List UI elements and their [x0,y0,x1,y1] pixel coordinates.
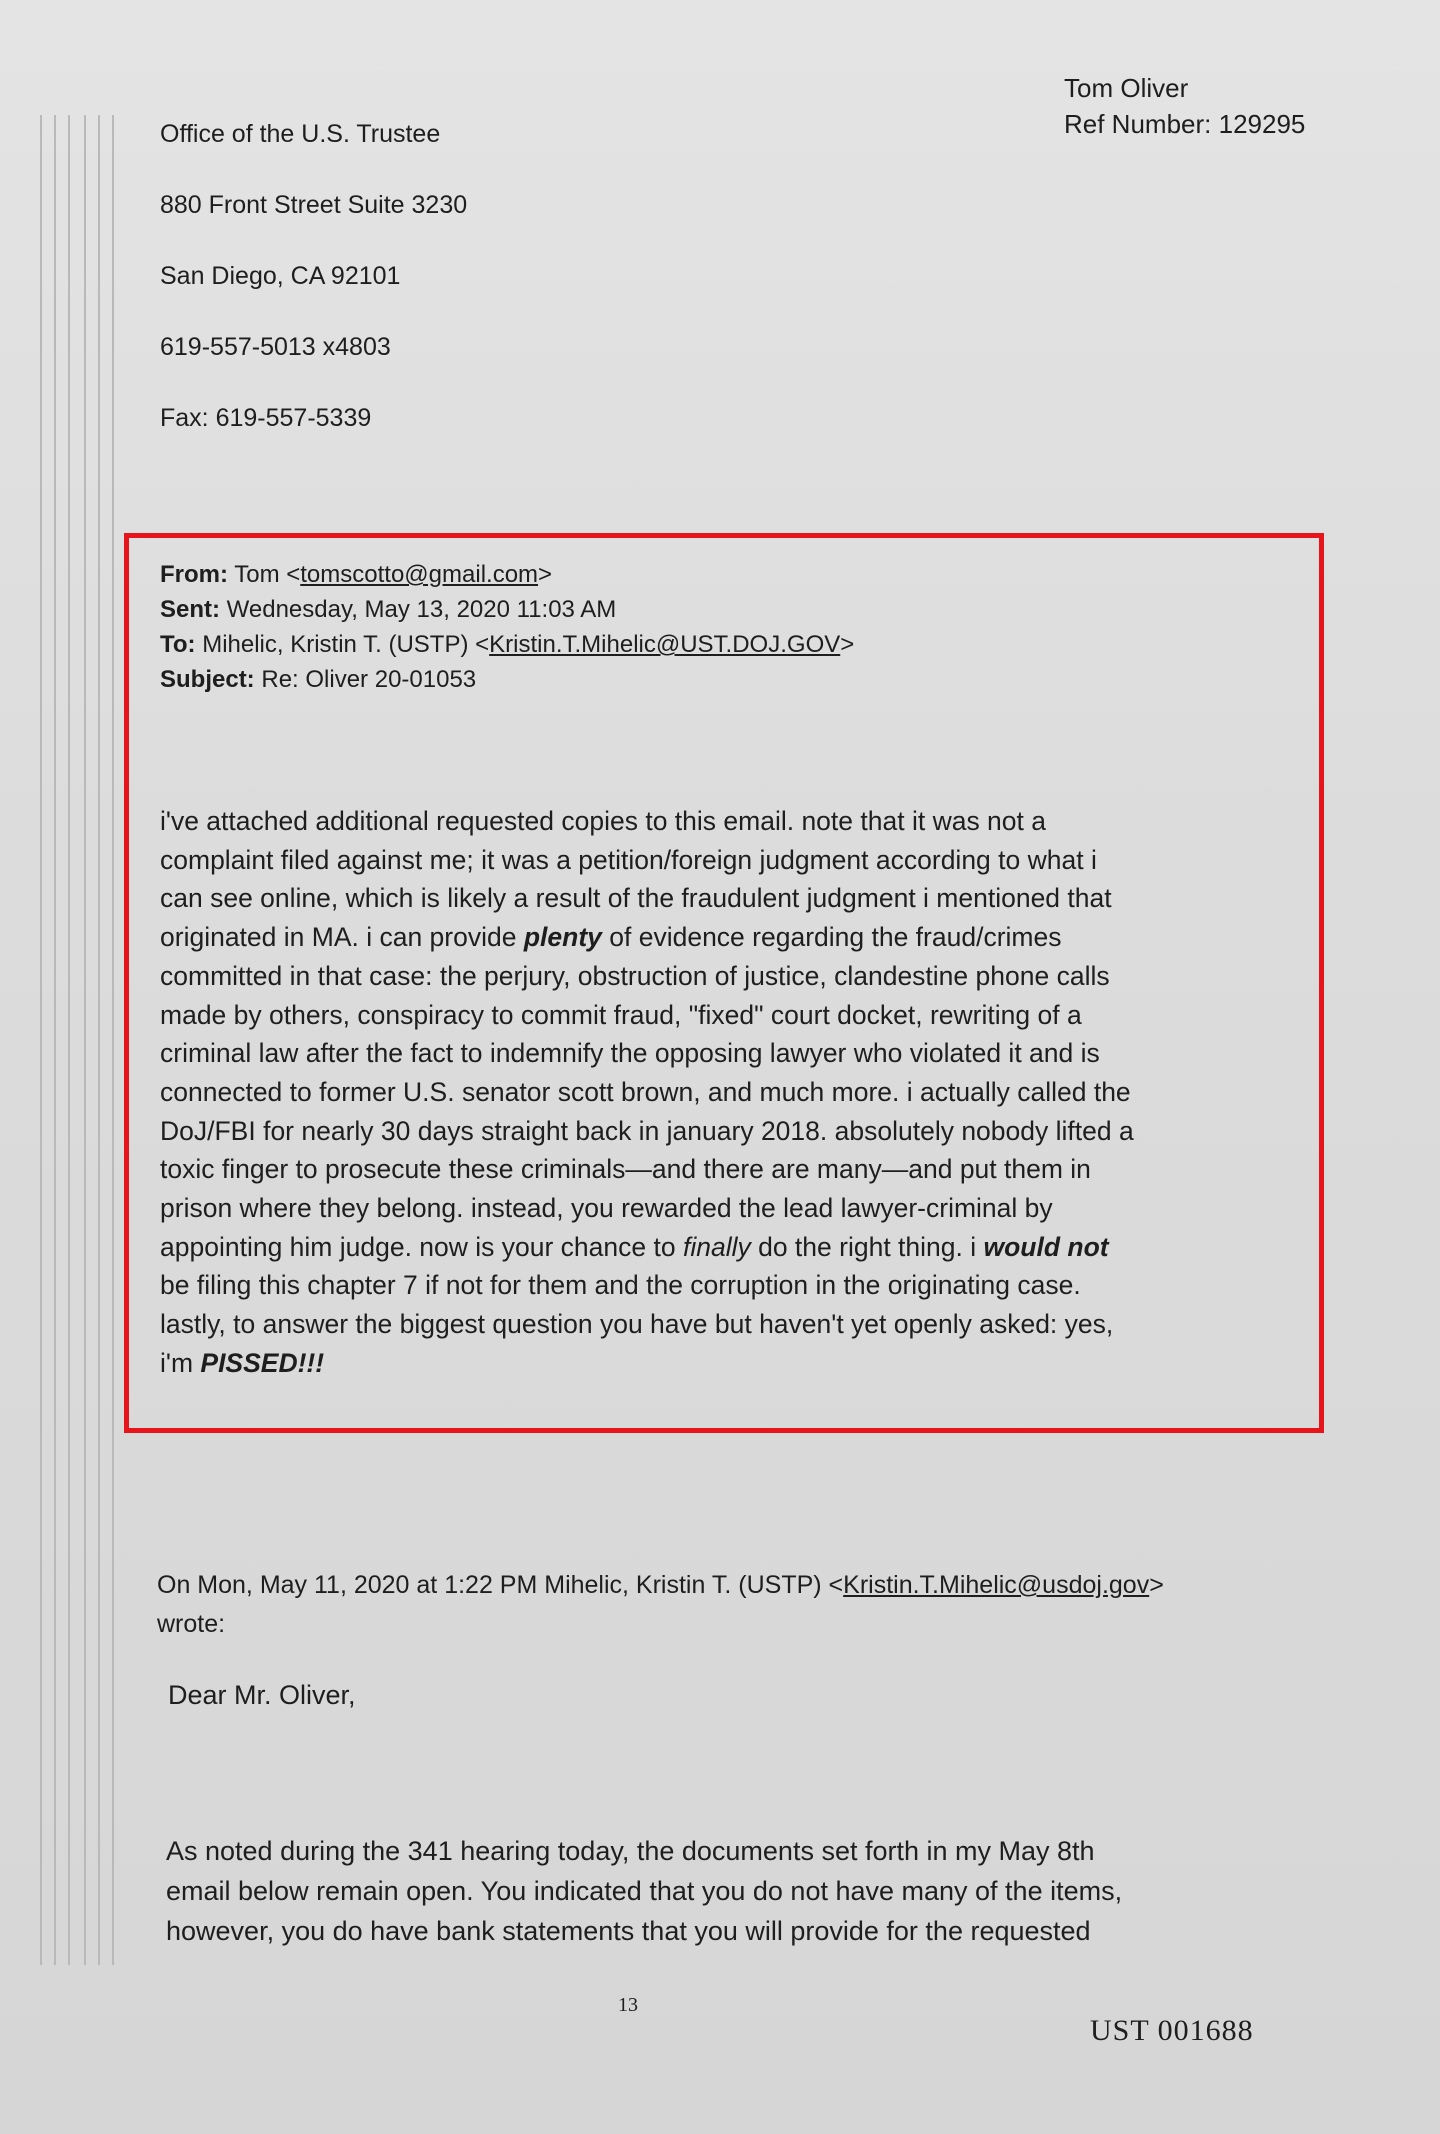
address-fax: Fax: 619-557-5339 [160,404,372,432]
from-name: Tom < [234,561,301,588]
to-label: To: [160,631,196,658]
quoted-line: however, you do have bank statements that you will provide for the requested [166,1916,1091,1946]
address-street: 880 Front Street Suite 3230 [160,191,468,219]
quoted-greeting: Dear Mr. Oliver, [168,1680,356,1710]
quoted-intro-close: > [1149,1571,1164,1599]
body-text: originated in MA. i can provide [160,922,524,953]
quoted-intro-wrote: wrote: [157,1610,226,1638]
body-text: do the right thing. i [750,1231,984,1262]
from-email-link[interactable]: tomscotto@gmail.com [300,561,539,588]
email-from-row [160,557,854,592]
quoted-intro-text: On Mon, May 11, 2020 at 1:22 PM Mihelic, Kristin T. (USTP) < [157,1571,844,1599]
body-line: toxic finger to prosecute these criminals—and there are many—and put them in [160,1154,1091,1185]
body-line [160,1228,1250,1267]
quoted-email-intro [157,1566,1307,1644]
bates-number: UST 001688 [1090,2014,1254,2047]
body-line [160,1344,1250,1383]
quoted-line: email below remain open. You indicated that you do not have many of the items, [166,1876,1123,1906]
body-line: criminal law after the fact to indemnify the opposing lawyer who violated it and is [160,1038,1100,1069]
body-line: DoJ/FBI for nearly 30 days straight back in january 2018. absolutely nobody lifted a [160,1115,1134,1146]
body-text: of evidence regarding the fraud/crimes [601,922,1062,953]
trustee-address-block [160,116,467,471]
quoted-email-link[interactable]: Kristin.T.Mihelic@usdoj.gov [843,1571,1150,1599]
from-label: From: [160,561,228,588]
body-text: i'm [160,1347,201,1378]
email-header [160,557,854,697]
body-line: can see online, which is likely a result of the fraudulent judgment i mentioned that [160,883,1112,914]
emphasis-finally: finally [682,1231,751,1262]
sent-value: Wednesday, May 13, 2020 11:03 AM [226,596,617,623]
sender-name: Tom Oliver [1064,73,1189,103]
to-name: Mihelic, Kristin T. (USTP) < [202,631,490,658]
body-line: made by others, conspiracy to commit fraud, "fixed" court docket, rewriting of a [160,999,1082,1030]
email-to-row [160,627,854,662]
subject-value: Re: Oliver 20-01053 [261,666,477,693]
body-line: connected to former U.S. senator scott brown, and much more. i actually called the [160,1076,1131,1107]
body-line [160,918,1250,957]
page-number: 13 [618,1994,638,2016]
quoted-body [166,1831,1122,1951]
binder-margin-lines [40,115,130,1965]
reference-number: Ref Number: 129295 [1064,109,1306,139]
from-close: > [538,561,553,588]
email-subject-row [160,662,854,697]
body-line: be filing this chapter 7 if not for them and the corruption in the originating case. [160,1270,1081,1301]
body-line: lastly, to answer the biggest question you have but haven't yet openly asked: yes, [160,1309,1114,1340]
quoted-line: As noted during the 341 hearing today, the documents set forth in my May 8th [166,1836,1095,1866]
email-body [160,802,1250,1383]
address-office: Office of the U.S. Trustee [160,120,441,148]
subject-label: Subject: [160,666,255,693]
sender-reference-block [1064,70,1305,142]
quoted-intro-line [157,1566,1307,1605]
body-line: complaint filed against me; it was a petition/foreign judgment according to what i [160,844,1097,875]
sent-label: Sent: [160,596,220,623]
body-line: prison where they belong. instead, you rewarded the lead lawyer-criminal by [160,1193,1053,1224]
email-sent-row [160,592,854,627]
to-email-link[interactable]: Kristin.T.Mihelic@UST.DOJ.GOV [489,631,841,658]
emphasis-plenty: plenty [523,922,602,953]
body-line: i've attached additional requested copies to this email. note that it was not a [160,806,1046,836]
emphasis-pissed: PISSED!!! [200,1347,325,1378]
body-text: appointing him judge. now is your chance to [160,1231,683,1262]
to-close: > [840,631,855,658]
body-line: committed in that case: the perjury, obstruction of justice, clandestine phone calls [160,960,1110,991]
emphasis-would-not: would not [983,1231,1109,1262]
address-phone: 619-557-5013 x4803 [160,333,391,361]
address-city: San Diego, CA 92101 [160,262,401,290]
